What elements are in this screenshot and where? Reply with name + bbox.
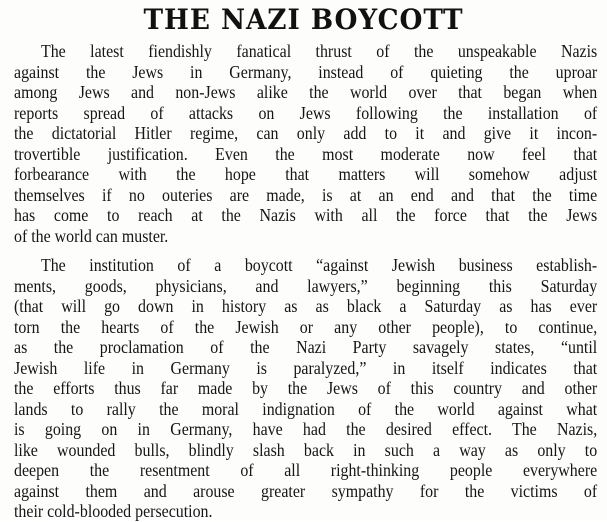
text-line: the efforts thus far made by the Jews of this country and other (14, 378, 598, 398)
text-line: The institution of a boycott “against Jewish business establish- (41, 255, 598, 275)
paragraph-1 (14, 41, 597, 246)
text-line: among Jews and non-Jews alike the world over that began when (14, 82, 598, 102)
text-line: deepen the resentment of all right-thinking people everywhere (14, 460, 598, 480)
text-line: against the Jews in Germany, instead of quieting the uproar (14, 61, 598, 82)
text-line: The latest fiendishly fanatical thrust of the unspeakable Nazis (41, 41, 598, 61)
text-line: Jewish life in Germany is paralyzed,” in itself indicates that (14, 357, 598, 378)
text-line: their cold-blooded persecution. (14, 501, 213, 521)
text-line: has come to reach at the Nazis with all the force that the Jews (14, 205, 598, 225)
text-line: forbearance with the hope that matters will somehow adjust (14, 164, 598, 184)
text-line: torn the hearts of the Jewish or any other people), to continue, (14, 316, 598, 337)
headline: THE NAZI BOYCOTT (143, 3, 464, 36)
text-line: lands to rally the moral indignation of the world against what (14, 398, 598, 419)
text-line: ments, goods, physicians, and lawyers,” beginning this Saturday (14, 275, 598, 296)
text-line: themselves if no outeries are made, is at an end and that the time (14, 184, 598, 205)
text-line: reports spread of attacks on Jews following the installation of (14, 102, 598, 123)
text-line: like wounded bulls, blindly slash back in such a way as only to (14, 439, 598, 460)
text-line: (that will go down in history as as black a Saturday as has ever (14, 296, 598, 316)
text-line: is going on in Germany, have had the desired effect. The Nazis, (14, 419, 598, 439)
text-line: of the world can muster. (14, 225, 169, 246)
text-line: against them and arouse greater sympathy for the victims of (14, 480, 598, 501)
text-line: as the proclamation of the Nazi Party savagely states, “until (14, 337, 598, 357)
paragraph-2 (14, 255, 597, 522)
text-line: the dictatorial Hitler regime, can only add to it and give it incon- (14, 123, 598, 143)
text-line: trovertible justification. Even the most moderate now feel that (14, 143, 598, 164)
